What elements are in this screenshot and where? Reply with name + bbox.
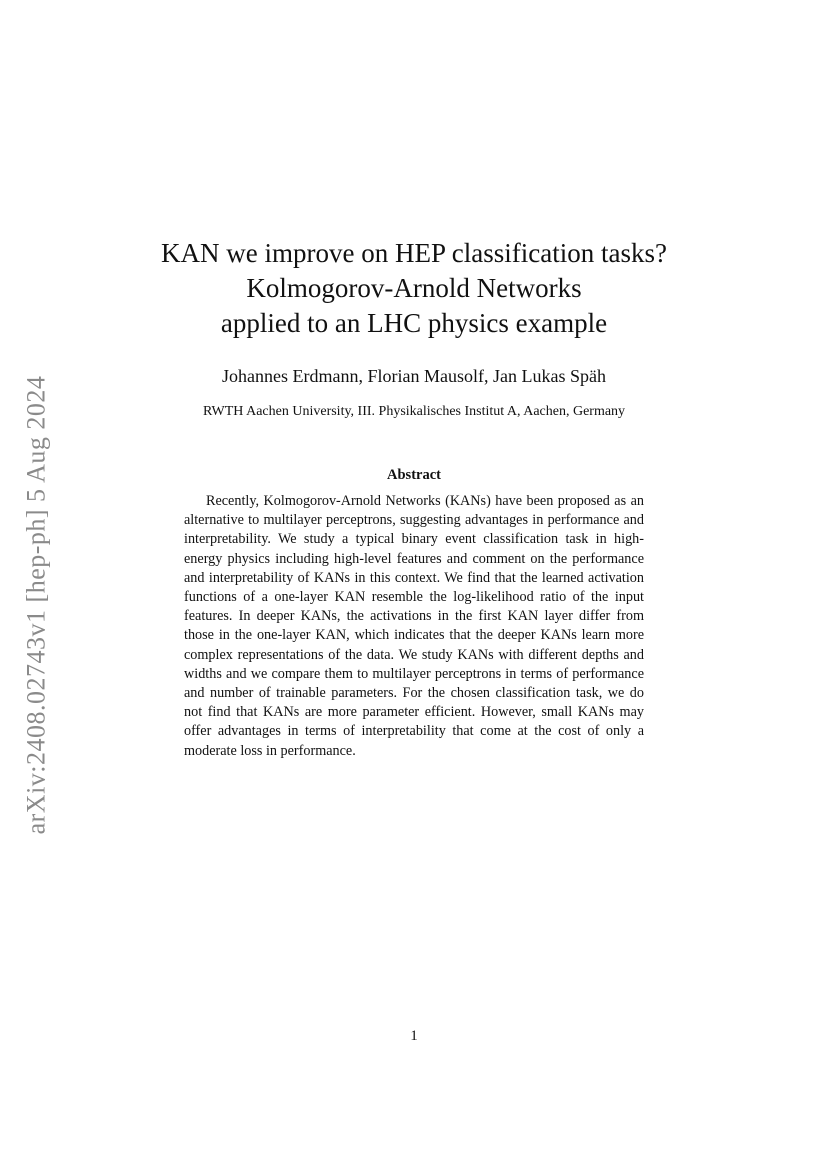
abstract-heading: Abstract (387, 467, 441, 483)
author-list: Johannes Erdmann, Florian Mausolf, Jan Lukas Späh (222, 366, 606, 386)
arxiv-identifier-sidebar (18, 360, 54, 850)
abstract-body: Recently, Kolmogorov-Arnold Networks (KANs) have been proposed as an alternative to multilayer perceptrons, suggesting advantages in performance and interpretability. We study a typical binary event classification task in high-energy physics including high-level features and comment on the performance and interpretability of KANs in this context. We find that the learned activation functions of a one-layer KAN resemble the log-likelihood ratio of the input features. In deeper KANs, the activations in the first KAN layer differ from those in the one-layer KAN, which indicates that the deeper KANs learn more complex representations of the data. We study KANs with different depths and widths and we compare them to multilayer perceptrons in terms of performance and number of trainable parameters. For the chosen classification task, we do not find that KANs are more parameter efficient. However, small KANs may offer advantages in terms of interpretability that come at the cost of only a moderate loss in performance. (184, 493, 644, 759)
paper-title (100, 236, 728, 341)
title-line-2: Kolmogorov-Arnold Networks (246, 273, 582, 303)
affiliation: RWTH Aachen University, III. Physikalisches Institut A, Aachen, Germany (202, 404, 626, 419)
page-number: 1 (410, 1028, 418, 1044)
arxiv-identifier: arXiv:2408.02743v1 [hep-ph] 5 Aug 2024 (21, 375, 50, 835)
title-line-3: applied to an LHC physics example (220, 308, 608, 338)
title-line-1: KAN we improve on HEP classification tasks? (161, 238, 667, 268)
